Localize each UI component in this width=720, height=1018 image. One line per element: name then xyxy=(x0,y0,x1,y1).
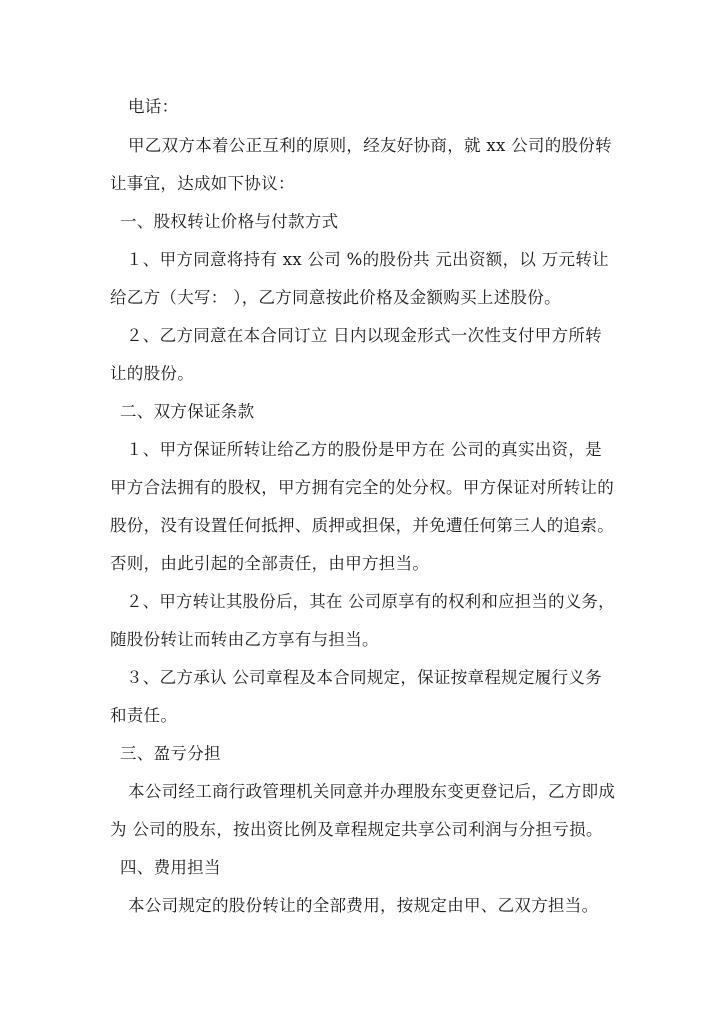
section-heading-1: 一、股权转让价格与付款方式 xyxy=(120,212,339,231)
section-3-paragraph: 为 公司的股东，按出资比例及章程规定共享公司利润与分担亏损。 xyxy=(110,820,603,839)
clause-2-3: ３、乙方承认 公司章程及本合同规定，保证按章程规定履行义务 xyxy=(126,668,602,687)
clause-1-2: 让的股份。 xyxy=(110,364,194,383)
clause-2-2: 随股份转让而转由乙方享有与担当。 xyxy=(110,630,379,649)
clause-2-1: １、甲方保证所转让给乙方的股份是甲方在 公司的真实出资，是 xyxy=(126,440,602,459)
clause-2-2: ２、甲方转让其股份后，其在 公司原享有的权利和应担当的义务， xyxy=(126,592,615,611)
section-heading-3: 三、盈亏分担 xyxy=(120,744,221,763)
clause-1-2: ２、乙方同意在本合同订立 日内以现金形式一次性支付甲方所转 xyxy=(126,326,602,345)
section-3-paragraph: 本公司经工商行政管理机关同意并办理股东变更登记后，乙方即成 xyxy=(128,782,616,801)
clause-1-1: 给乙方（大写： ），乙方同意按此价格及金额购买上述股份。 xyxy=(110,288,561,307)
clause-2-1: 股份，没有设置任何抵押、质押或担保，并免遭任何第三人的追索。 xyxy=(110,516,614,535)
clause-1-1: １、甲方同意将持有 xx 公司 %的股份共 元出资额，以 万元转让 xyxy=(126,250,609,269)
section-heading-2: 二、双方保证条款 xyxy=(120,402,255,421)
intro-paragraph: 让事宜，达成如下协议： xyxy=(110,174,295,193)
phone-label: 电话： xyxy=(128,97,179,116)
clause-2-1: 否则，由此引起的全部责任，由甲方担当。 xyxy=(110,554,430,573)
intro-paragraph: 甲乙双方本着公正互利的原则，经友好协商，就 xx 公司的股份转 xyxy=(128,136,612,155)
clause-2-3: 和责任。 xyxy=(110,706,178,725)
clause-2-1: 甲方合法拥有的股权，甲方拥有完全的处分权。甲方保证对所转让的 xyxy=(110,478,614,497)
section-heading-4: 四、费用担当 xyxy=(120,858,221,877)
section-4-paragraph: 本公司规定的股份转让的全部费用，按规定由甲、乙双方担当。 xyxy=(128,896,599,915)
